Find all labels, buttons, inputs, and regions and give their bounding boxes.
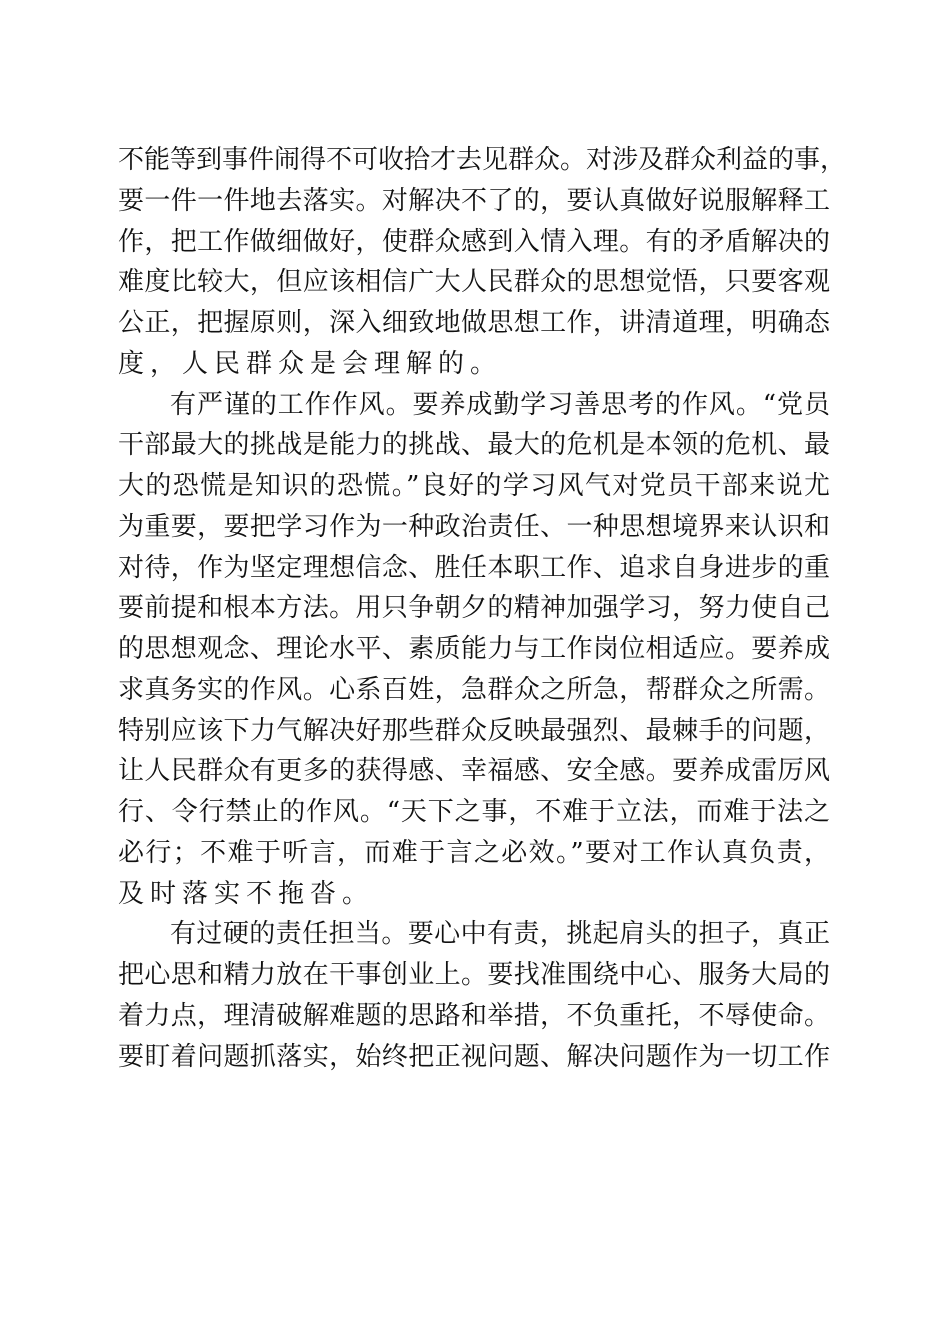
text-line: 为重要，要把学习作为一种政治责任、一种思想境界来认识和 xyxy=(118,511,830,542)
body-text xyxy=(118,140,847,1077)
text-line: 要前提和根本方法。用只争朝夕的精神加强学习，努力使自己 xyxy=(118,593,830,624)
text-line: 不能等到事件闹得不可收拾才去见群众。对涉及群众利益的事， xyxy=(118,145,847,175)
text-line: 要一件一件地去落实。对解决不了的，要认真做好说服解释工 xyxy=(118,185,830,216)
text-line: 着力点，理清破解难题的思路和举措，不负重托，不辱使命。 xyxy=(118,1000,830,1031)
text-line: 有严谨的工作作风。要养成勤学习善思考的作风。“党员 xyxy=(170,389,830,420)
paragraph-3 xyxy=(118,914,830,1077)
text-line: 度，人民群众是会理解的。 xyxy=(118,348,503,379)
text-line: 必行；不难于听言，而难于言之必效。”要对工作认真负责， xyxy=(118,837,830,868)
text-line: 要盯着问题抓落实，始终把正视问题、解决问题作为一切工作 xyxy=(118,1041,830,1072)
text-line: 行、令行禁止的作风。“天下之事，不难于立法，而难于法之 xyxy=(118,797,830,827)
text-line: 作，把工作做细做好，使群众感到入情入理。有的矛盾解决的 xyxy=(118,226,830,257)
text-line: 对待，作为坚定理想信念、胜任本职工作、追求自身进步的重 xyxy=(118,552,830,583)
text-line: 公正，把握原则，深入细致地做思想工作，讲清道理，明确态 xyxy=(118,308,830,338)
text-line: 让人民群众有更多的获得感、幸福感、安全感。要养成雷厉风 xyxy=(118,756,830,787)
paragraph-1 xyxy=(118,140,847,385)
text-line: 干部最大的挑战是能力的挑战、最大的危机是本领的危机、最 xyxy=(118,430,830,461)
text-line: 求真务实的作风。心系百姓，急群众之所急，帮群众之所需。 xyxy=(118,674,830,705)
text-line: 把心思和精力放在干事创业上。要找准围绕中心、服务大局的 xyxy=(118,960,830,990)
text-line: 的思想观念、理论水平、素质能力与工作岗位相适应。要养成 xyxy=(118,634,830,664)
text-line: 特别应该下力气解决好那些群众反映最强烈、最棘手的问题， xyxy=(118,715,830,746)
text-line: 有过硬的责任担当。要心中有责，挑起肩头的担子，真正 xyxy=(170,919,830,950)
text-line: 难度比较大，但应该相信广大人民群众的思想觉悟，只要客观 xyxy=(118,267,830,298)
text-line: 大的恐慌是知识的恐慌。”良好的学习风气对党员干部来说尤 xyxy=(118,471,830,501)
text-line: 及时落实不拖沓。 xyxy=(118,878,375,909)
paragraph-2 xyxy=(118,385,830,915)
